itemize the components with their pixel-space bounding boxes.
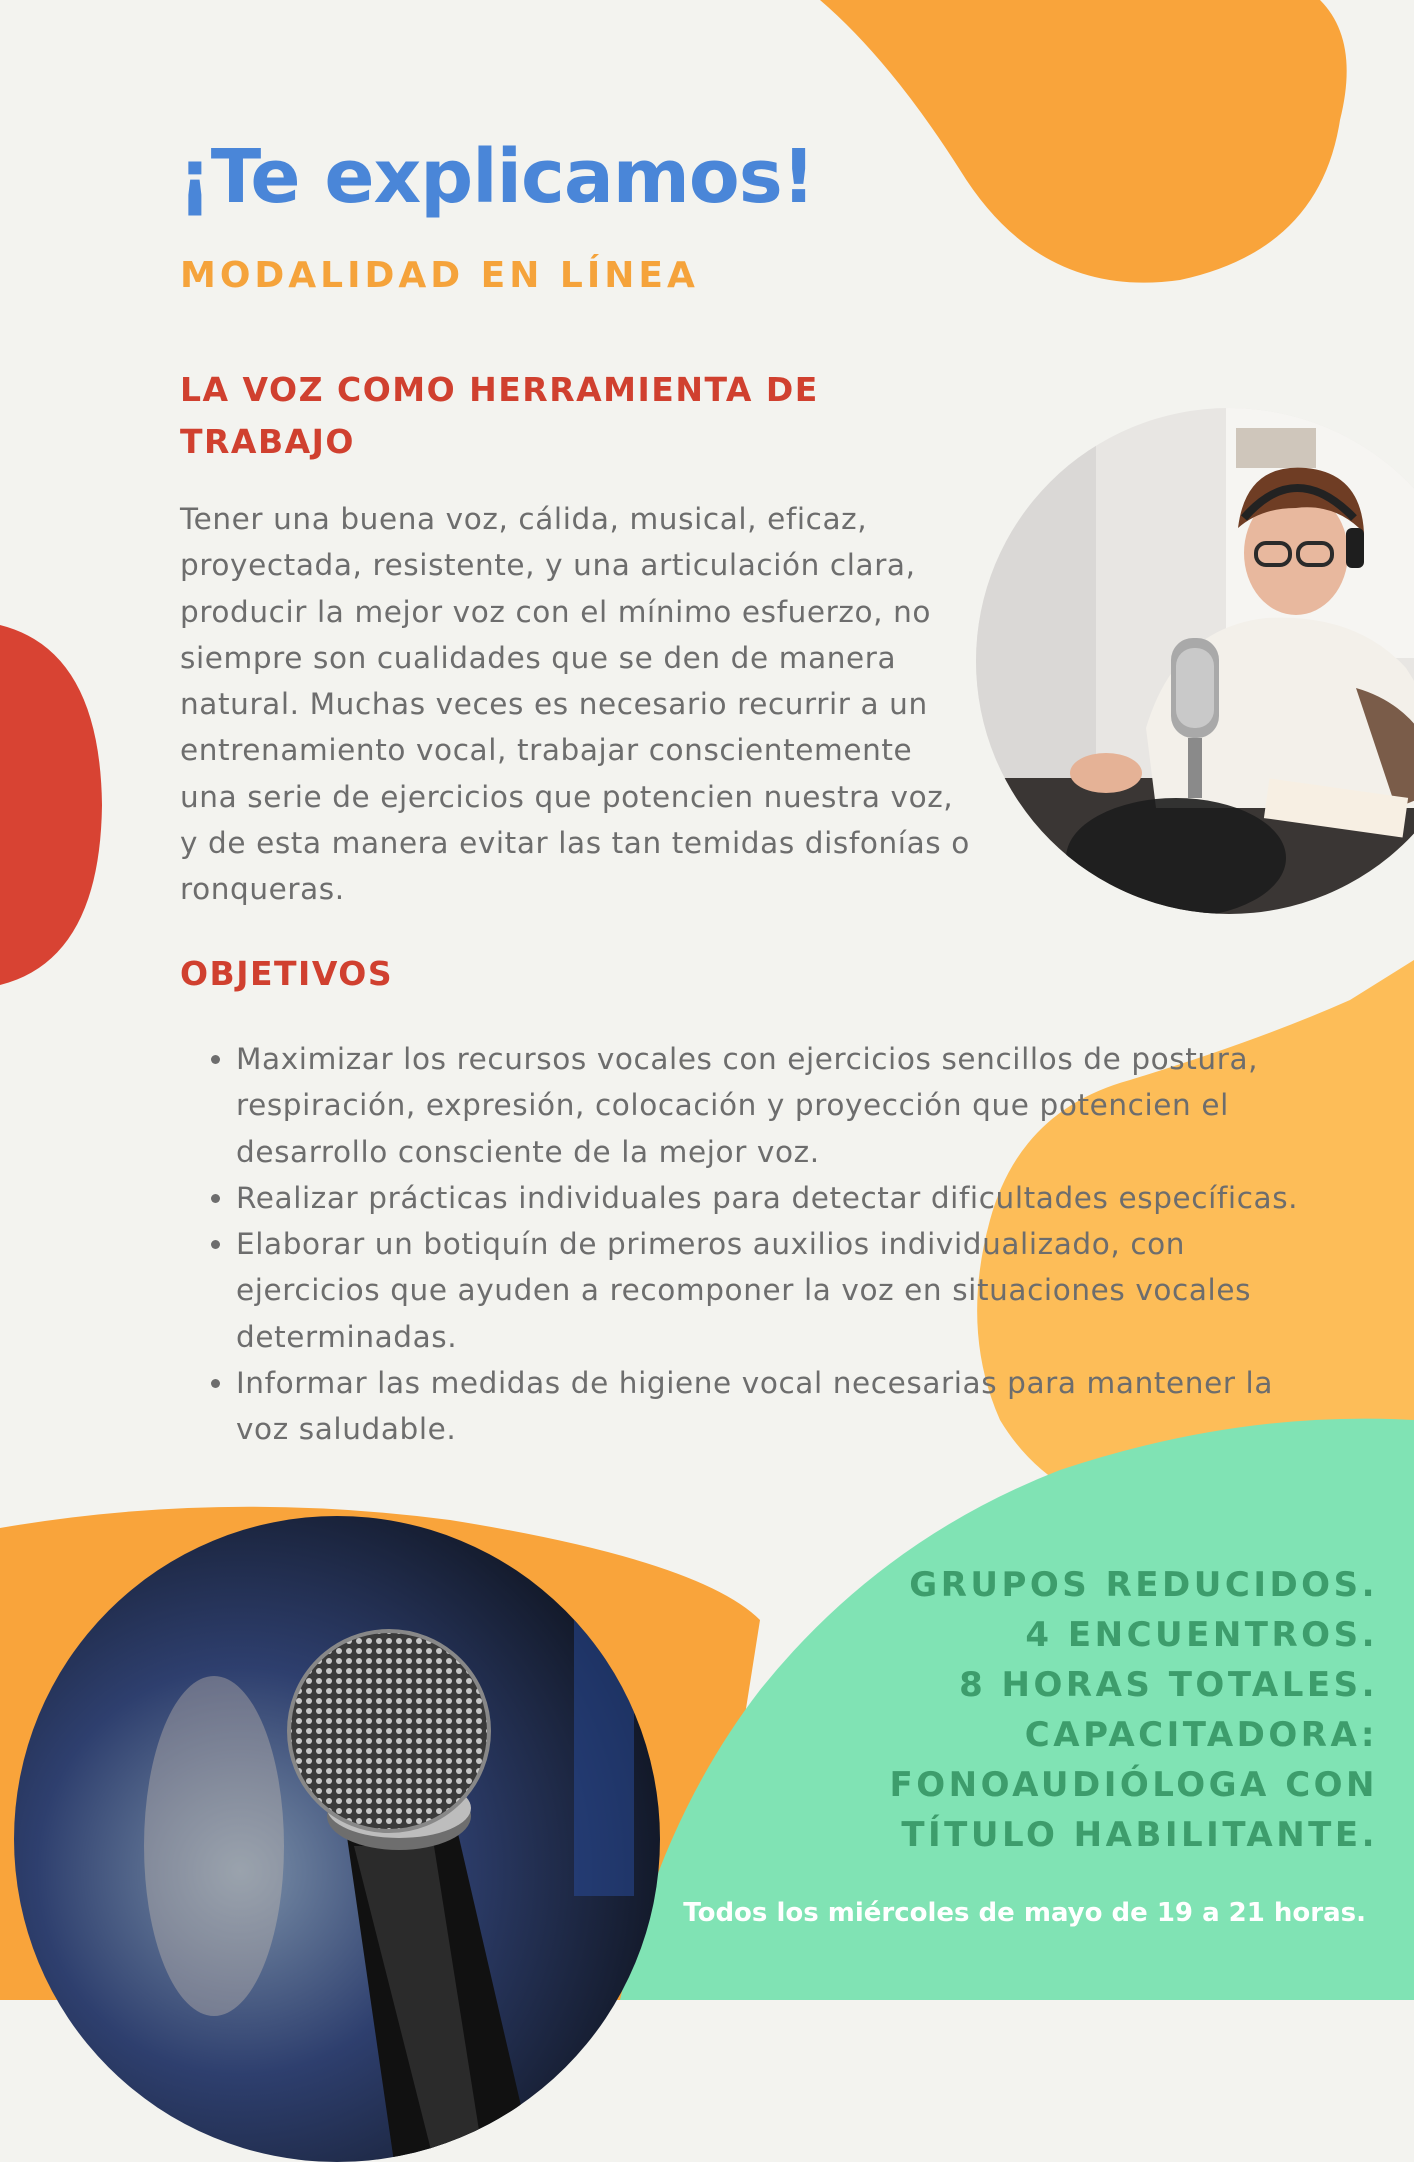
info-line-encuentros: 4 ENCUENTROS. [1025,1615,1378,1655]
info-line-fonoaudiologa: FONOAUDIÓLOGA CON [889,1765,1378,1805]
info-line-horas: 8 HORAS TOTALES. [959,1665,1378,1705]
list-item: • Elaborar un botiquín de primeros auxilios individualizado, con ejercicios que ayuden a recomponer la voz en situaciones vocales determinadas. [236,1221,1306,1360]
page-title: ¡Te explicamos! [178,134,815,220]
info-line-titulo: TÍTULO HABILITANTE. [901,1815,1378,1855]
course-info [758,1560,1378,1860]
red-half-circle [0,625,102,985]
schedule-text: Todos los miércoles de mayo de 19 a 21 horas. [683,1898,1366,1928]
section-heading-objetivos: OBJETIVOS [180,954,394,993]
list-item: • Realizar prácticas individuales para detectar dificultades específicas. [236,1175,1306,1221]
microphone-photo [14,1516,660,2162]
list-item: • Maximizar los recursos vocales con ejercicios sencillos de postura, respiración, expresión, colocación y proyección que potencien el desarrollo consciente de la mejor voz. [236,1036,1306,1175]
orange-blob-top [820,0,1347,283]
info-line-capacitadora: CAPACITADORA: [1024,1715,1378,1755]
page-subtitle: MODALIDAD EN LÍNEA [180,255,699,296]
section-body-voz: Tener una buena voz, cálida, musical, eficaz, proyectada, resistente, y una articulación clara, producir la mejor voz con el mínimo esfuerzo, no siempre son cualidades que se den de manera natural. Muchas veces es necesario recurrir a un entrenamiento vocal, trabajar conscientemente una serie de ejercicios que potencien nuestra voz, y de esta manera evitar las tan temidas disfonías o ronqueras. [180,502,970,907]
section-heading-voz: LA VOZ COMO HERRAMIENTA DE TRABAJO [180,370,819,461]
objetivos-list [180,1036,1306,1453]
info-line-grupos: GRUPOS REDUCIDOS. [909,1565,1378,1605]
list-item: • Informar las medidas de higiene vocal necesarias para mantener la voz saludable. [236,1360,1306,1453]
